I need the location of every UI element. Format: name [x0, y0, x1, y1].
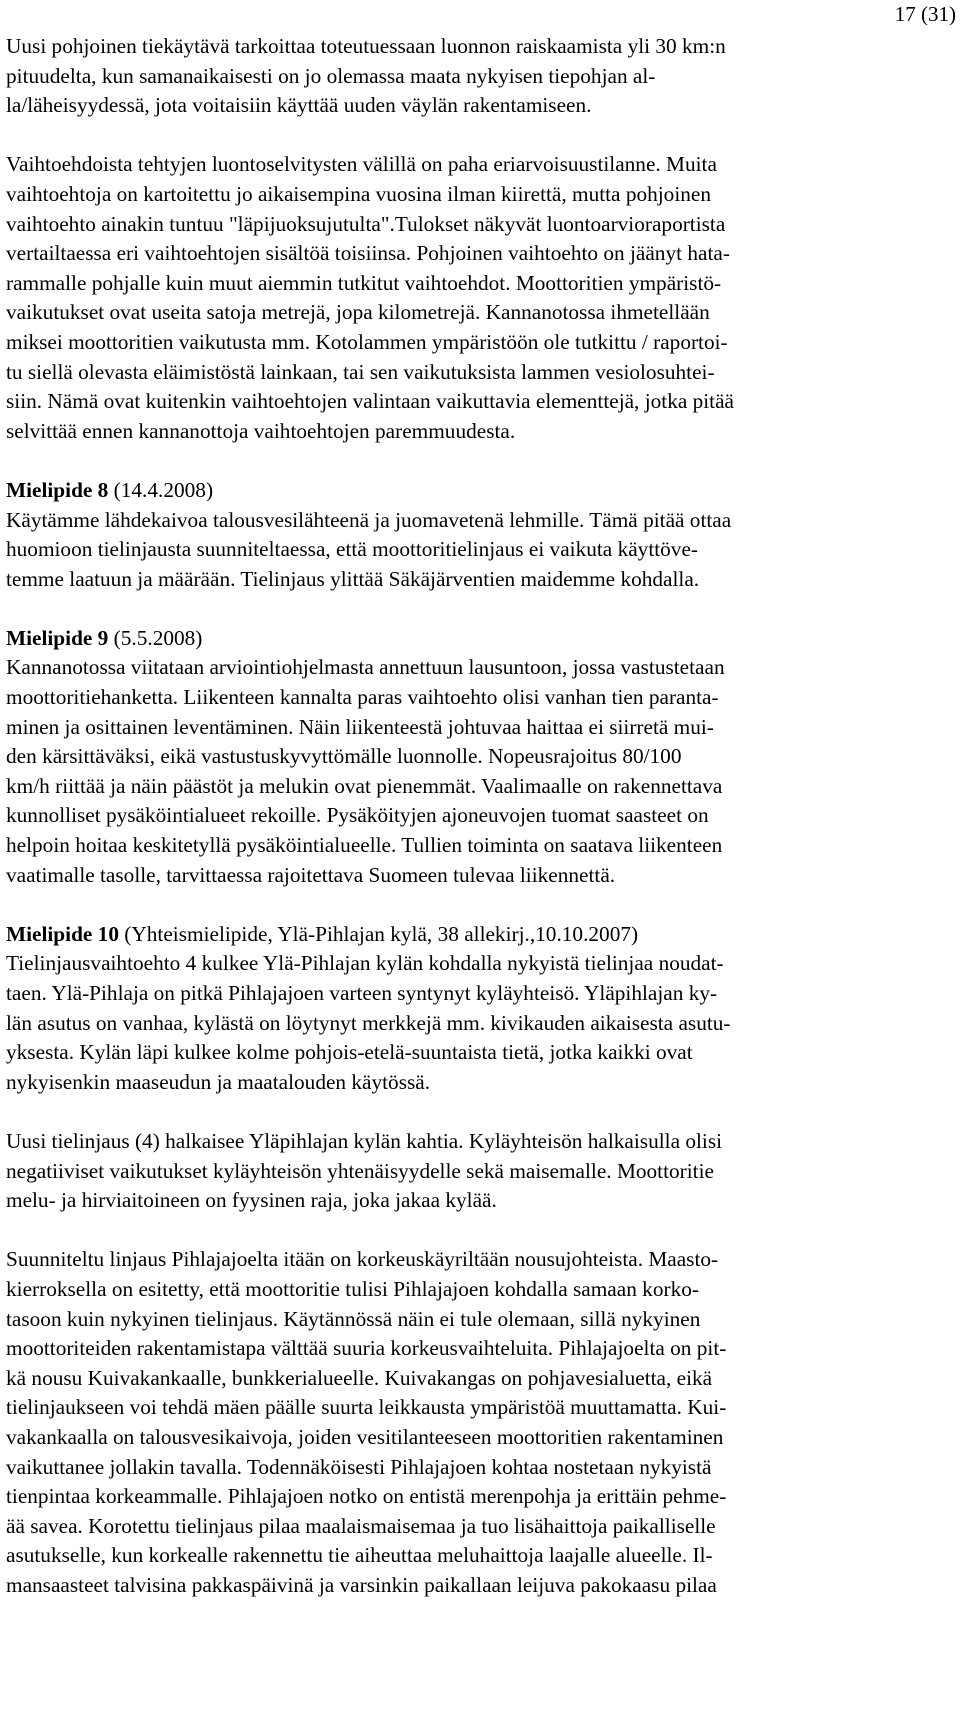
text-line: tienpintaa korkeammalle. Pihlajajoen notko on entistä merenpohja ja erittäin pehme-: [6, 1484, 727, 1509]
text-line: melu- ja hirviaitoineen on fyysinen raja, joka jakaa kylää.: [6, 1188, 497, 1213]
text-line: taen. Ylä-Pihlaja on pitkä Pihlajajoen varteen syntynyt kyläyhteisö. Yläpihlajan ky-: [6, 981, 718, 1005]
text-line: kä nousu Kuivakankaalle, bunkkerialueelle. Kuivakangas on pohjavesialuetta, eikä: [6, 1365, 713, 1390]
text-line: helpoin hoitaa keskitetyllä pysäköintialueelle. Tullien toiminta on saatava liikenteen: [6, 833, 723, 858]
text-line: kunnolliset pysäköintialueet rekoille. Pysäköityjen ajoneuvojen tuomat saasteet on: [6, 803, 709, 828]
text-line: pituudelta, kun samanaikaisesti on jo olemassa maata nykyisen tiepohjan al-: [6, 63, 656, 88]
opinion-section: [6, 476, 954, 594]
paragraph-gap: [6, 890, 954, 920]
text-line: Kannanotossa viitataan arviointiohjelmasta annettuun lausuntoon, jossa vastustetaan: [6, 655, 725, 680]
text-line: Suunniteltu linjaus Pihlajajoelta itään on korkeuskäyriltään nousujohteista. Maasto-: [6, 1247, 719, 1272]
text-line: moottoriteiden rakentamistapa välttää suuria korkeusvaihteluita. Pihlajajoelta on pit-: [6, 1336, 727, 1361]
text-line: Käytämme lähdekaivoa talousvesilähteenä ja juomavetenä lehmille. Tämä pitää ottaa: [6, 507, 732, 532]
paragraph-gap: [6, 446, 954, 476]
paragraph: [6, 150, 954, 446]
text-line: siin. Nämä ovat kuitenkin vaihtoehtojen valintaan vaikuttavia elementtejä, jotka pitää: [6, 389, 735, 414]
text-line: temme laatuun ja määrään. Tielinjaus ylittää Säkäjärventien maidemme kohdalla.: [6, 566, 700, 591]
text-line: nykyisenkin maaseudun ja maatalouden käytössä.: [6, 1069, 431, 1094]
paragraph: [6, 1245, 954, 1600]
text-line: tasoon kuin nykyinen tielinjaus. Käytännössä näin ei tule olemaan, sillä nykyinen: [6, 1306, 701, 1331]
opinion-heading-label: Mielipide 8: [6, 477, 109, 502]
text-line: vakankaalla on talousvesikaivoja, joiden vesitilanteeseen moottoritien rakentaminen: [6, 1424, 724, 1449]
opinion-heading-label: Mielipide 9: [6, 625, 109, 650]
text-line: mansaasteet talvisina pakkaspäivinä ja varsinkin paikallaan leijuva pakokaasu pilaa: [6, 1572, 717, 1597]
paragraph-gap: [6, 121, 954, 151]
text-line: yksesta. Kylän läpi kulkee kolme pohjois-etelä-suuntaista tietä, jotka kaikki ovat: [6, 1040, 693, 1065]
opinion-heading: [6, 920, 954, 950]
text-line: Uusi tielinjaus (4) halkaisee Yläpihlajan kylän kahtia. Kyläyhteisön halkaisulla olisi: [6, 1128, 723, 1153]
text-line: vaatimalle tasolle, tarvittaessa rajoitettava Suomeen tulevaa liikennettä.: [6, 862, 616, 887]
paragraph-gap: [6, 1216, 954, 1246]
text-line: moottoritiehanketta. Liikenteen kannalta paras vaihtoehto olisi vanhan tien paranta-: [6, 685, 719, 710]
text-line: tielinjaukseen voi tehdä mäen päälle suurta leikkausta ympäristöä muuttamatta. Kui-: [6, 1395, 727, 1420]
text-line: minen ja osittainen leventäminen. Näin liikenteestä johtuvaa haittaa ei siirretä mui-: [6, 714, 714, 739]
text-line: vaihtoehto ainakin tuntuu "läpijuoksujutulta".Tulokset näkyvät luontoarvioraportista: [6, 211, 726, 236]
opinion-heading: [6, 624, 954, 654]
text-line: den kärsittäväksi, eikä vastustuskyvyttömälle luonnolle. Nopeusrajoitus 80/100: [6, 744, 682, 769]
text-line: rammalle pohjalle kuin muut aiemmin tutkitut vaihtoehdot. Moottoritien ympäristö-: [6, 270, 722, 295]
text-line: kierroksella on esitetty, että moottoritie tulisi Pihlajajoen kohdalla samaan korko-: [6, 1276, 699, 1301]
text-line: vaikutukset ovat useita satoja metrejä, jopa kilometrejä. Kannanotossa ihmetellään: [6, 300, 710, 325]
text-line: Vaihtoehdoista tehtyjen luontoselvitysten välillä on paha eriarvoisuustilanne. Muita: [6, 152, 717, 177]
page-number: 17 (31): [894, 2, 956, 26]
text-line: la/läheisyydessä, jota voitaisiin käyttää uuden väylän rakentamiseen.: [6, 93, 592, 118]
text-line: vertailtaessa eri vaihtoehtojen sisältöä toisiinsa. Pohjoinen vaihtoehto on jäänyt hata-: [6, 241, 730, 266]
text-line: negatiiviset vaikutukset kyläyhteisön yhtenäisyydelle sekä maisemalle. Moottoritie: [6, 1158, 714, 1183]
paragraph-gap: [6, 1097, 954, 1127]
text-line: tu siellä olevasta eläimistöstä lainkaan, tai sen vaikutuksista lammen vesiolosuhtei-: [6, 359, 715, 384]
text-line: län asutus on vanhaa, kylästä on löytynyt merkkejä mm. kivikauden aikaisesta asutu-: [6, 1010, 731, 1035]
text-line: Uusi pohjoinen tiekäytävä tarkoittaa toteutuessaan luonnon raiskaamista yli 30 km:n: [6, 34, 726, 58]
opinion-heading-details: (5.5.2008): [108, 625, 203, 650]
opinion-heading-details: (14.4.2008): [108, 477, 214, 502]
text-line: selvittää ennen kannanottoja vaihtoehtojen paremmuudesta.: [6, 418, 516, 443]
opinion-heading: [6, 476, 954, 506]
paragraph: [6, 32, 954, 121]
text-line: km/h riittää ja näin päästöt ja melukin ovat pienemmät. Vaalimaalle on rakennettava: [6, 773, 723, 798]
opinion-heading-label: Mielipide 10: [6, 921, 119, 946]
text-line: asutukselle, kun korkealle rakennettu tie aiheuttaa meluhaittoja laajalle alueelle. Il-: [6, 1543, 713, 1568]
text-line: miksei moottoritien vaikutusta mm. Kotolammen ympäristöön ole tutkittu / raportoi-: [6, 329, 728, 354]
opinion-section: [6, 624, 954, 890]
opinion-heading-details: (Yhteismielipide, Ylä-Pihlajan kylä, 38 allekirj.,10.10.2007): [118, 921, 639, 946]
text-line: vaihtoehtoja on kartoitettu jo aikaisempina vuosina ilman kiirettä, mutta pohjoinen: [6, 181, 712, 206]
paragraph: [6, 1127, 954, 1216]
text-line: huomioon tielinjausta suunniteltaessa, että moottoritielinjaus ei vaikuta käyttöve-: [6, 537, 698, 562]
paragraph-gap: [6, 594, 954, 624]
opinion-section: [6, 920, 954, 1098]
document-body: [6, 32, 954, 1600]
text-line: ää savea. Korotettu tielinjaus pilaa maalaismaisemaa ja tuo lisähaittoja paikalliselle: [6, 1513, 716, 1538]
text-line: Tielinjausvaihtoehto 4 kulkee Ylä-Pihlajan kylän kohdalla nykyistä tielinjaa noudat-: [6, 951, 724, 976]
text-line: vaikuttanee jollakin tavalla. Todennäköisesti Pihlajajoen kohtaa nostetaan nykyistä: [6, 1454, 712, 1479]
